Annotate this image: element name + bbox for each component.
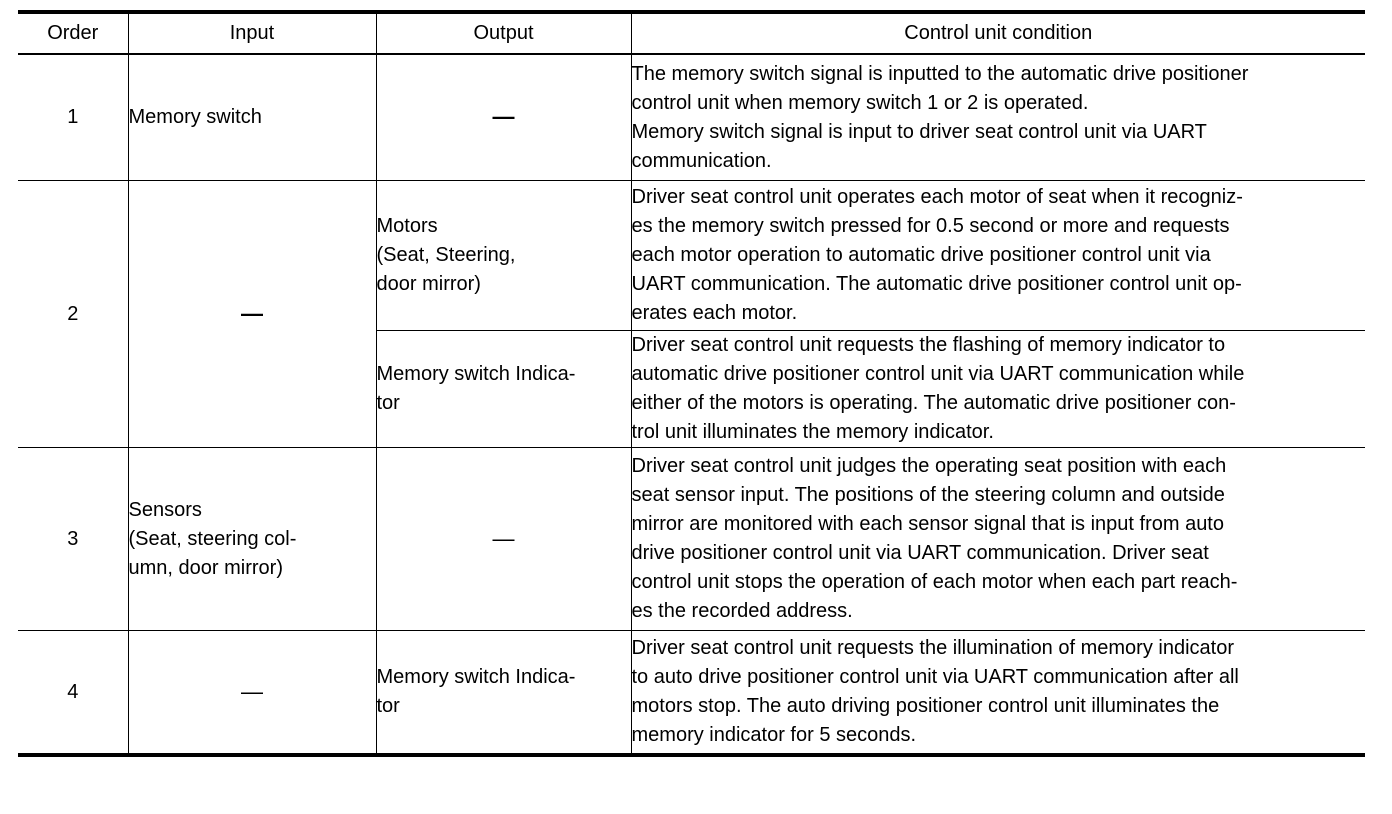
condition-line: to auto drive positioner control unit via UART communication after all xyxy=(631,666,1239,688)
order-cell: 2 xyxy=(18,181,128,448)
condition-cell xyxy=(631,331,1365,448)
condition-line: automatic drive positioner control unit via UART communication while xyxy=(631,363,1245,385)
header-row xyxy=(18,12,1365,54)
table-header xyxy=(18,12,1365,54)
input-line: Sensors xyxy=(128,498,202,521)
condition-line: control unit when memory switch 1 or 2 is operated. xyxy=(631,91,1089,114)
empty-dash: — xyxy=(241,678,263,704)
output-line: tor xyxy=(376,392,400,414)
input-line: umn, door mirror) xyxy=(128,556,283,579)
condition-line: each motor operation to automatic drive positioner control unit via xyxy=(631,244,1211,266)
output-line: tor xyxy=(376,695,400,717)
output-cell xyxy=(376,331,631,448)
order-cell: 3 xyxy=(18,448,128,631)
empty-dash: — xyxy=(241,300,263,326)
header-order: Order xyxy=(18,12,128,54)
condition-line: Driver seat control unit requests the illumination of memory indicator xyxy=(631,637,1234,659)
condition-cell xyxy=(631,181,1365,331)
output-line: door mirror) xyxy=(376,273,481,295)
condition-line: Driver seat control unit requests the flashing of memory indicator to xyxy=(631,334,1226,356)
output-cell xyxy=(376,631,631,756)
header-condition: Control unit condition xyxy=(631,12,1365,54)
input-cell xyxy=(128,631,376,756)
condition-line: UART communication. The automatic drive positioner control unit op- xyxy=(631,273,1242,295)
table-row xyxy=(18,54,1365,181)
condition-cell xyxy=(631,54,1365,181)
order-cell: 4 xyxy=(18,631,128,756)
condition-cell xyxy=(631,631,1365,756)
output-cell xyxy=(376,54,631,181)
condition-line: memory indicator for 5 seconds. xyxy=(631,724,917,746)
header-input: Input xyxy=(128,12,376,54)
table-body xyxy=(18,54,1365,755)
condition-line: trol unit illuminates the memory indicator. xyxy=(631,421,994,443)
input-cell xyxy=(128,448,376,631)
condition-line: es the memory switch pressed for 0.5 second or more and requests xyxy=(631,215,1230,237)
empty-dash: — xyxy=(492,525,515,551)
condition-line: motors stop. The auto driving positioner control unit illuminates the xyxy=(631,695,1220,717)
condition-line: Driver seat control unit operates each motor of seat when it recogniz- xyxy=(631,186,1243,208)
condition-line: es the recorded address. xyxy=(631,600,853,622)
order-cell: 1 xyxy=(18,54,128,181)
output-cell xyxy=(376,181,631,331)
condition-line: mirror are monitored with each sensor signal that is input from auto xyxy=(631,513,1224,535)
condition-line: The memory switch signal is inputted to the automatic drive positioner xyxy=(631,62,1249,85)
output-line: Motors xyxy=(376,215,438,237)
output-line: Memory switch Indica- xyxy=(376,666,576,688)
input-line: (Seat, steering col- xyxy=(128,527,297,550)
condition-line: communication. xyxy=(631,149,772,172)
output-line: (Seat, Steering, xyxy=(376,244,516,266)
table-row xyxy=(18,631,1365,756)
table-row xyxy=(18,448,1365,631)
condition-cell xyxy=(631,448,1365,631)
condition-line: Memory switch signal is input to driver seat control unit via UART xyxy=(631,120,1207,143)
header-output: Output xyxy=(376,12,631,54)
input-cell: Memory switch xyxy=(128,54,376,181)
condition-line: either of the motors is operating. The automatic drive positioner con- xyxy=(631,392,1236,414)
condition-line: control unit stops the operation of each motor when each part reach- xyxy=(631,571,1238,593)
condition-line: seat sensor input. The positions of the steering column and outside xyxy=(631,484,1225,506)
condition-line: drive positioner control unit via UART communication. Driver seat xyxy=(631,542,1209,564)
output-line: Memory switch Indica- xyxy=(376,363,576,385)
condition-line: Driver seat control unit judges the operating seat position with each xyxy=(631,455,1227,477)
output-cell xyxy=(376,448,631,631)
condition-line: erates each motor. xyxy=(631,302,798,324)
input-cell xyxy=(128,181,376,448)
empty-dash: — xyxy=(492,104,515,129)
table-row xyxy=(18,181,1365,331)
control-sequence-table xyxy=(18,10,1365,757)
